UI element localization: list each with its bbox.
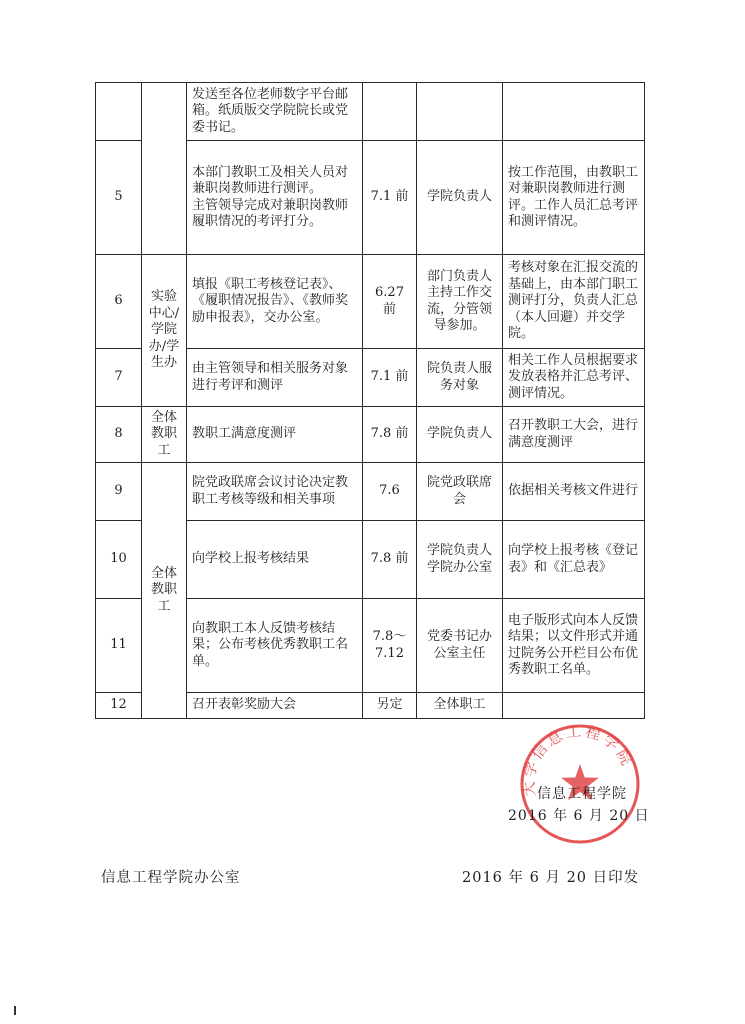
row-number: 12	[96, 693, 142, 719]
time-line: 7.8～ 7.12	[372, 629, 407, 661]
dept-cell: 全体教职工	[142, 463, 187, 719]
signature-date: 2016 年 6 月 20 日	[508, 808, 650, 824]
content-cell: 向学校上报考核结果	[187, 521, 363, 599]
note-cell: 电子版形式向本人反馈结果；以文件形式并通过院务公开栏目公布优秀教职工名单。	[503, 599, 645, 693]
content-cell: 填报《职工考核登记表》、《履职情况报告》、《教师奖励申报表》，交办公室。	[187, 255, 363, 349]
time-cell	[363, 599, 417, 693]
responsible-cell: 部门负责人主持工作交流，分管领导参加。	[417, 255, 503, 349]
table-row	[96, 255, 645, 349]
note-cell: 召开教职工大会，进行满意度测评	[503, 407, 645, 463]
row-number: 9	[96, 463, 142, 521]
note-cell: 依据相关考核文件进行	[503, 463, 645, 521]
row-number: 7	[96, 349, 142, 407]
seal-text: 大学信息工程学院	[519, 721, 638, 798]
content-line: 本部门教职工及相关人员对兼职岗教师进行测评。 主管领导完成对兼职岗教师履职情况的考评打分。	[192, 164, 349, 229]
note-cell: 考核对象在汇报交流的基础上，由本部门职工测评打分，负责人汇总（本人回避）并交学院。	[503, 255, 645, 349]
margin-mark	[14, 1006, 16, 1015]
responsible-cell: 院党政联席会	[417, 463, 503, 521]
issuing-office: 信息工程学院办公室	[101, 870, 241, 886]
time-cell	[363, 83, 417, 141]
content-cell: 发送至各位老师数字平台邮箱。纸质版交学院院长或党委书记。	[187, 83, 363, 141]
content-cell: 向教职工本人反馈考核结果；公布考核优秀教职工名单。	[187, 599, 363, 693]
time-cell: 另定	[363, 693, 417, 719]
issue-date: 2016 年 6 月 20 日印发	[462, 870, 640, 886]
content-cell: 召开表彰奖励大会	[187, 693, 363, 719]
row-number	[96, 83, 142, 141]
content-cell: 由主管领导和相关服务对象进行考评和测评	[187, 349, 363, 407]
time-cell: 7.8 前	[363, 521, 417, 599]
table-row	[96, 463, 645, 521]
signature-org: 信息工程学院	[537, 786, 627, 802]
time-cell: 7.8 前	[363, 407, 417, 463]
dept-cell: 全体教职工	[142, 407, 187, 463]
responsible-cell: 学院负责人	[417, 407, 503, 463]
row-number: 5	[96, 141, 142, 255]
responsible-cell: 全体职工	[417, 693, 503, 719]
row-number: 11	[96, 599, 142, 693]
note-cell: 相关工作人员根据要求发放表格并汇总考评、测评情况。	[503, 349, 645, 407]
row-number: 10	[96, 521, 142, 599]
row-number: 8	[96, 407, 142, 463]
time-cell: 6.27 前	[363, 255, 417, 349]
table-row	[96, 83, 645, 141]
responsible-cell: 院负责人服务对象	[417, 349, 503, 407]
time-cell: 7.6	[363, 463, 417, 521]
content-cell: 教职工满意度测评	[187, 407, 363, 463]
note-cell: 向学校上报考核《登记表》和《汇总表》	[503, 521, 645, 599]
time-cell: 7.1 前	[363, 349, 417, 407]
note-cell	[503, 83, 645, 141]
responsible-cell: 党委书记办公室主任	[417, 599, 503, 693]
row-number: 6	[96, 255, 142, 349]
note-cell	[503, 693, 645, 719]
responsible-cell	[417, 521, 503, 599]
responsible-line: 学院负责人 学院办公室	[426, 543, 492, 575]
table-row	[96, 407, 645, 463]
content-cell	[187, 141, 363, 255]
responsible-cell: 学院负责人	[417, 141, 503, 255]
responsible-cell	[417, 83, 503, 141]
dept-cell	[142, 83, 187, 255]
content-cell: 院党政联席会议讨论决定教职工考核等级和相关事项	[187, 463, 363, 521]
dept-cell: 实验中心/学院办/学生办	[142, 255, 187, 407]
assessment-schedule-table	[95, 82, 645, 719]
note-cell: 按工作范围，由教职工对兼职岗教师进行测评。工作人员汇总考评和测评情况。	[503, 141, 645, 255]
time-cell: 7.1 前	[363, 141, 417, 255]
